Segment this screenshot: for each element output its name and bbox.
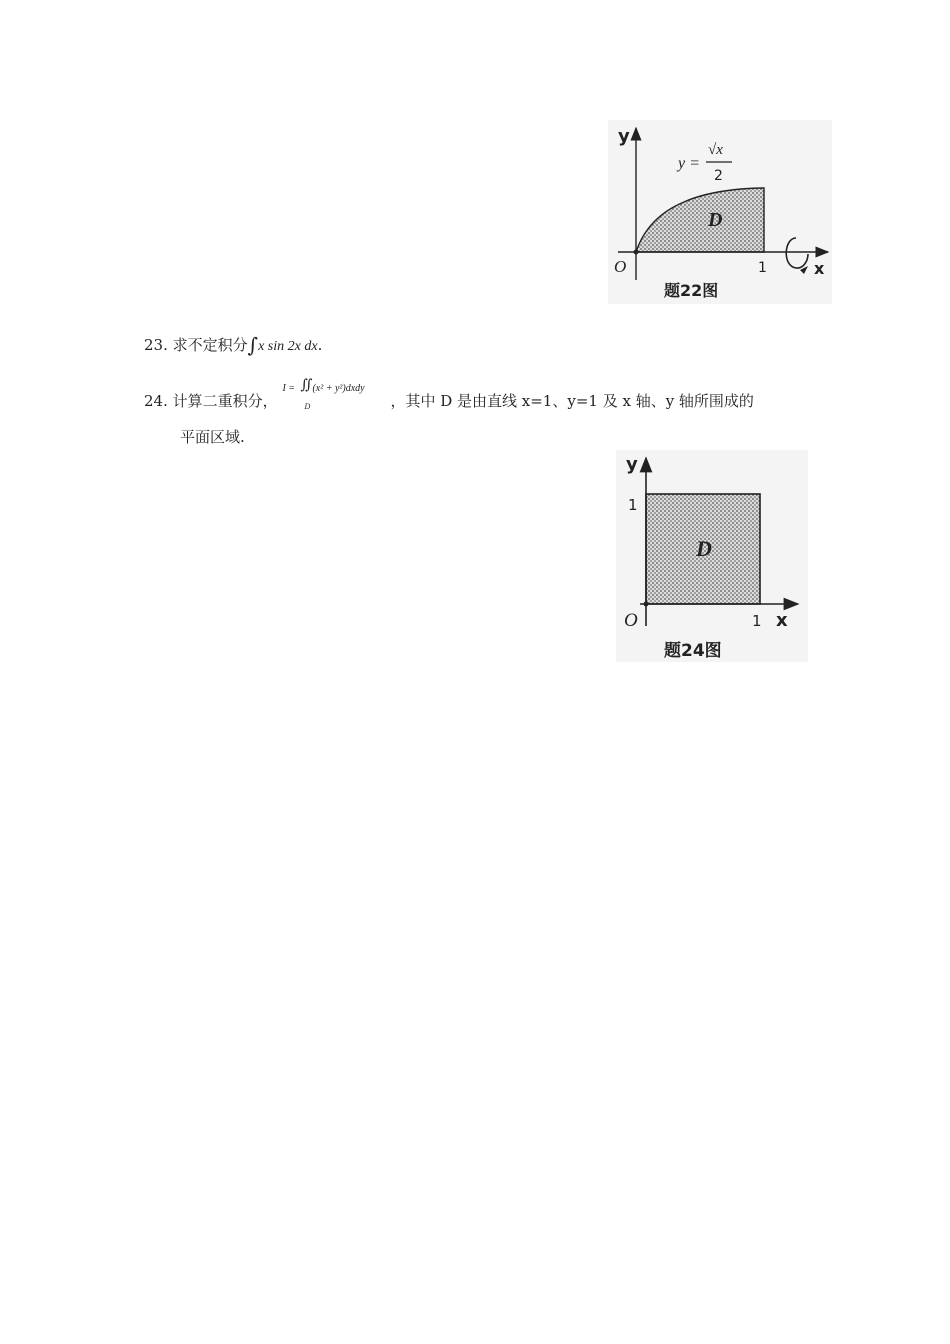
question-24 [144,377,754,412]
question-23 [144,332,322,358]
origin-label: O [614,257,627,276]
double-integral-formula [282,377,390,412]
question-end: . [317,336,323,354]
figure-22-graph [608,120,832,304]
integrand: x sin 2x dx [258,339,318,354]
question-24-continuation [180,426,245,448]
figure-caption: 题24图 [664,641,722,661]
x-axis-label: x [814,259,825,278]
figure-24-graph [616,450,808,662]
figure-24 [616,450,808,662]
figure-22 [608,120,832,304]
x-tick-label: 1 [758,260,767,276]
origin-point [634,250,639,255]
x-tick-label: 1 [752,612,762,630]
region-label: D [708,209,723,231]
question-text: 求不定积分 [172,336,248,354]
origin-point [644,602,649,607]
question-text-a: 计算二重积分， [172,392,278,410]
y-axis-label: y [626,454,638,475]
rotation-arrow-icon [786,238,808,268]
question-number: 24. [144,392,168,410]
formula-body: (x² + y²)dxdy [312,383,365,394]
y-axis-label: y [618,126,630,147]
question-text-c: 平面区域. [180,428,245,446]
x-axis-label: x [776,610,788,631]
formula-lhs: I = [282,383,296,394]
y-tick-label: 1 [628,496,638,514]
question-text-b: ，其中 D 是由直线 x=1、y=1 及 x 轴、y 轴所围成的 [390,392,754,410]
curve-equation-lhs: y = [678,155,700,172]
integral-sign: ∫ [247,333,259,357]
region-d-shading [636,188,764,252]
formula-domain: D [304,402,311,411]
curve-equation-denominator: 2 [714,168,723,184]
question-number: 23. [144,336,168,354]
formula-integral-sign: ∬ [300,377,313,393]
region-label: D [696,536,712,561]
curve-equation-numerator: √x [708,142,723,158]
figure-caption: 题22图 [664,281,719,300]
origin-label: O [624,610,638,631]
